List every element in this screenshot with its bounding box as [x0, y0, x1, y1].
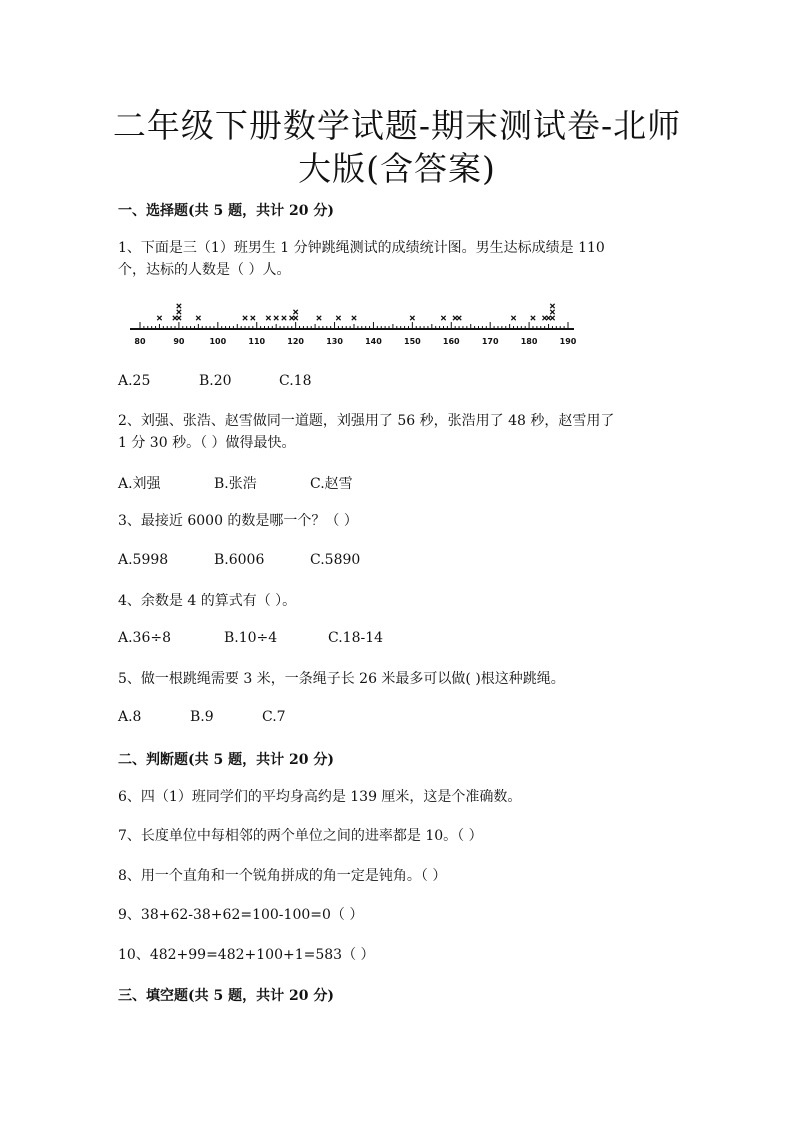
question-10-text: 10、482+99=482+100+1=583（ ） — [118, 947, 375, 963]
data-point-x-mark — [511, 316, 515, 320]
data-point-x-mark — [531, 316, 535, 320]
question-9-text: 9、38+62-38+62=100-100=0（ ） — [118, 907, 364, 923]
question-5-text: 5、做一根跳绳需要 3 米，一条绳子长 26 米最多可以做( )根这种跳绳。 — [118, 671, 565, 687]
question-2-line-1: 2、刘强、张浩、赵雪做同一道题，刘强用了 56 秒，张浩用了 48 秒，赵雪用了 — [118, 413, 615, 429]
data-point-x-mark — [550, 304, 554, 308]
option-c[interactable]: C.18 — [279, 373, 312, 389]
data-point-x-mark — [336, 316, 340, 320]
option-b[interactable]: B.20 — [199, 373, 232, 389]
option-b[interactable]: B.9 — [190, 709, 214, 725]
question-3-options — [118, 552, 360, 568]
tick-label: 130 — [326, 337, 343, 346]
data-point-x-mark — [410, 316, 414, 320]
option-b[interactable]: B.张浩 — [214, 476, 257, 492]
tick-label: 80 — [134, 337, 146, 346]
data-point-x-mark — [293, 310, 297, 314]
tick-label: 190 — [559, 337, 577, 346]
tick-label: 100 — [209, 337, 227, 346]
data-point-x-mark — [251, 316, 255, 320]
option-a[interactable]: A.刘强 — [118, 476, 161, 492]
section-heading-choice: 一、选择题(共 5 题，共计 20 分) — [118, 203, 334, 219]
data-point-x-mark — [282, 316, 286, 320]
data-point-x-mark — [550, 316, 554, 320]
question-4-options — [118, 630, 383, 646]
question-8-text: 8、用一个直角和一个锐角拼成的角一定是钝角。（ ） — [118, 868, 447, 884]
option-a[interactable]: A.25 — [118, 373, 151, 389]
tick-label: 160 — [442, 337, 460, 346]
tick-label: 150 — [404, 337, 421, 346]
option-b[interactable]: B.6006 — [214, 552, 265, 568]
question-1-line-2: 个，达标的人数是（ ）人。 — [118, 262, 291, 278]
option-c[interactable]: C.5890 — [310, 552, 361, 568]
option-a[interactable]: A.5998 — [118, 552, 169, 568]
data-point-x-mark — [293, 316, 297, 320]
data-point-x-mark — [352, 316, 356, 320]
data-point-x-mark — [266, 316, 270, 320]
question-7-text: 7、长度单位中每相邻的两个单位之间的进率都是 10。（ ） — [118, 828, 483, 844]
question-5-options — [118, 709, 286, 725]
page-title-line-1: 二年级下册数学试题-期末测试卷-北师 — [112, 106, 682, 145]
section-heading-judgement: 二、判断题(共 5 题，共计 20 分) — [118, 752, 334, 768]
question-1-line-1: 1、下面是三（1）班男生 1 分钟跳绳测试的成绩统计图。男生达标成绩是 110 — [118, 240, 605, 256]
option-c[interactable]: C.18-14 — [328, 630, 384, 646]
data-point-x-mark — [441, 316, 445, 320]
option-c[interactable]: C.赵雪 — [310, 476, 353, 492]
question-1-options — [118, 373, 311, 389]
option-a[interactable]: A.8 — [118, 709, 142, 725]
data-point-x-mark — [177, 316, 181, 320]
question-6-text: 6、四（1）班同学们的平均身高约是 139 厘米，这是个准确数。 — [118, 789, 522, 805]
tick-label: 90 — [173, 337, 185, 346]
tick-label: 120 — [287, 337, 304, 346]
data-point-x-mark — [457, 316, 461, 320]
jump-rope-dot-plot — [130, 300, 580, 350]
data-point-x-mark — [317, 316, 321, 320]
data-point-x-mark — [274, 316, 278, 320]
question-4-text: 4、余数是 4 的算式有（ ）。 — [118, 593, 297, 609]
data-point-x-mark — [177, 304, 181, 308]
data-point-x-mark — [196, 316, 200, 320]
option-c[interactable]: C.7 — [262, 709, 286, 725]
data-point-x-mark — [177, 310, 181, 314]
page-title-line-2: 大版(含答案) — [298, 149, 496, 188]
section-heading-fill-in: 三、填空题(共 5 题，共计 20 分) — [118, 988, 334, 1004]
data-point-x-mark — [157, 316, 161, 320]
tick-label: 170 — [481, 337, 499, 346]
question-3-text: 3、最接近 6000 的数是哪一个？（ ） — [118, 513, 358, 529]
data-point-x-mark — [243, 316, 247, 320]
option-b[interactable]: B.10÷4 — [224, 630, 278, 646]
tick-label: 110 — [248, 337, 266, 346]
data-point-x-mark — [550, 310, 554, 314]
question-2-options — [118, 473, 353, 493]
tick-label: 140 — [365, 337, 382, 346]
option-a[interactable]: A.36÷8 — [118, 630, 172, 646]
tick-label: 180 — [520, 337, 538, 346]
question-2-line-2: 1 分 30 秒。（ ）做得最快。 — [118, 435, 296, 451]
